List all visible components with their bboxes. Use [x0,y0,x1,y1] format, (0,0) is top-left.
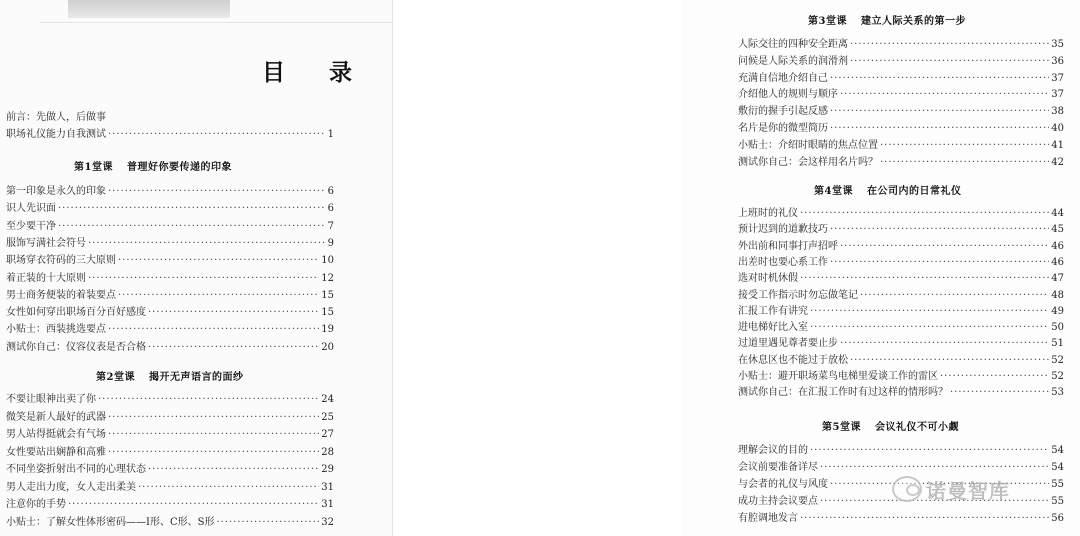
toc-entry-page: 50 [1051,322,1064,334]
toc-leader-dots [216,515,319,531]
toc-leader-dots [148,340,319,356]
toc-entry-page: 24 [321,394,334,405]
toc-entry [6,462,334,478]
toc-entry [738,288,1064,304]
toc-entry-page: 35 [1051,39,1064,50]
toc-leader-dots [830,71,1049,87]
toc-leader-dots [940,369,1049,385]
toc-entry [738,385,1064,401]
toc-entry-page: 19 [321,324,334,336]
toc-entry-page: 48 [1051,289,1064,301]
toc-leader-dots [840,239,1049,255]
toc-entry [6,236,334,252]
toc-entry-page: 54 [1051,462,1064,473]
toc-entry-page: 45 [1051,224,1064,236]
toc-entry-title: 成功主持会议要点 [738,496,818,507]
toc-leader-dots [108,410,319,426]
toc-entry [6,288,334,304]
toc-entry-page: 1 [327,129,334,140]
toc-entry [6,201,334,217]
toc-entry-title: 小贴士：介绍时眼睛的焦点位置 [738,139,878,151]
toc-entry [738,239,1064,255]
toc-entry-page: 42 [1051,156,1064,168]
toc-leader-dots [830,121,1049,137]
section-lesson-number: 第4堂课 [814,186,853,197]
toc-entry [6,427,334,443]
toc-entry [6,110,334,126]
toc-entry [738,87,1064,103]
toc-entry [738,320,1064,336]
toc-entry [738,304,1064,320]
toc-entry-title: 进电梯好比入室 [738,322,808,334]
toc-entry [6,445,334,461]
toc-entry-title: 女性要站出娴静和高雅 [6,446,106,458]
toc-entry-page: 15 [321,307,334,319]
toc-leader-dots [118,288,319,304]
toc-entry [738,369,1064,385]
toc-entry-title: 有腔调地发言 [738,513,798,524]
toc-entry-title: 第一印象是永久的印象 [6,186,106,197]
toc-entry [738,271,1064,287]
toc-entry [738,71,1064,87]
section-lesson-number: 第3堂课 [808,16,847,27]
toc-entry-page: 52 [1051,371,1064,382]
toc-entry-title: 在休息区也不能过于放松 [738,354,848,366]
toc-entry [738,336,1064,352]
left-page [0,0,392,536]
section-heading [814,182,961,197]
toc-entry-title: 接受工作指示时勿忘做笔记 [738,289,858,301]
toc-entry [738,222,1064,238]
toc-entry [6,305,334,321]
toc-entry [738,443,1064,459]
toc-entry-title: 至少要干净 [6,220,56,232]
toc-entry-title: 敷衍的握手引起反感 [738,106,828,118]
toc-entry [6,253,334,269]
toc-entry-page: 36 [1051,55,1064,67]
toc-entry-title: 人际交往的四种安全距离 [738,39,848,50]
toc-entry [6,515,334,531]
toc-entry-title: 注意你的手势 [6,499,66,510]
section-heading [74,158,232,173]
toc-leader-dots [148,462,319,478]
section-name: 会议礼仪不可小觑 [874,422,959,433]
toc-entry-title: 不要让眼神出卖了你 [6,394,96,405]
toc-entry [6,271,334,287]
toc-entry [738,255,1064,271]
toc-entry [6,340,334,356]
toc-entry-title: 上班时的礼仪 [738,208,798,219]
toc-entry-page: 25 [321,411,334,423]
toc-entry-title: 小贴士：了解女性体形密码——I形、C形、S形 [6,516,215,528]
toc-entry-title: 介绍他人的规则与顺序 [738,89,838,101]
toc-entry-title: 出差时也要心系工作 [738,256,828,268]
toc-entry-page: 37 [1051,89,1064,101]
toc-entry-page: 55 [1051,479,1064,490]
toc-entry [6,392,334,408]
toc-entry-title: 会议前要准备详尽 [738,462,818,473]
toc-entry-title: 微笑是新人最好的武器 [6,411,106,423]
section-lesson-number: 第5堂课 [822,422,861,433]
toc-entry-page: 55 [1051,496,1064,507]
toc-leader-dots [58,219,326,235]
toc-entry-page: 46 [1051,240,1064,252]
toc-entry-title: 过道里遇见尊者要止步 [738,338,838,350]
toc-entry [738,353,1064,369]
toc-entry-title: 识人先识面 [6,203,56,215]
toc-entry-title: 充满自信地介绍自己 [738,72,828,84]
toc-entry-page: 15 [321,289,334,301]
toc-leader-dots [880,155,1049,171]
toc-leader-dots [800,206,1049,222]
toc-leader-dots [800,271,1049,287]
toc-entry-title: 外出前和同事打声招呼 [738,240,838,252]
toc-entry-page: 28 [321,446,334,458]
right-page [682,0,1080,536]
toc-title: 目 录 [262,59,371,86]
toc-entry-page: 38 [1051,106,1064,118]
toc-entry [738,155,1064,171]
toc-entry [738,37,1064,53]
toc-entry-page: 31 [321,499,334,510]
toc-entry [738,206,1064,222]
toc-leader-dots [108,127,326,143]
toc-entry [738,54,1064,70]
toc-entry [738,104,1064,120]
toc-leader-dots [810,443,1049,459]
toc-leader-dots [118,253,319,269]
toc-entry-page: 49 [1051,305,1064,317]
section-name: 建立人际关系的第一步 [860,16,966,27]
toc-leader-dots [148,305,319,321]
toc-leader-dots [88,271,319,287]
toc-entry-page: 9 [327,237,334,249]
toc-entry-title: 测试你自己：会这样用名片吗？ [738,156,878,168]
toc-entry-page: 40 [1051,123,1064,134]
watermark [892,472,1072,506]
toc-leader-dots [800,511,1049,527]
toc-entry-page: 32 [321,516,334,528]
toc-leader-dots [108,445,319,461]
toc-entry-title: 选对时机休假 [738,273,798,285]
toc-entry [738,138,1064,154]
toc-entry-page: 56 [1051,513,1064,524]
toc-leader-dots [58,201,326,217]
toc-leader-dots [850,37,1049,53]
toc-entry-page: 10 [321,255,334,267]
toc-entry [6,480,334,496]
toc-entry-title: 小贴士：避开职场菜鸟电梯里爱谈工作的雷区 [738,371,938,382]
toc-leader-dots [108,427,319,443]
toc-entry-title: 男士商务便装的着装要点 [6,289,116,301]
toc-entry-page: 47 [1051,273,1064,285]
toc-leader-dots [830,255,1049,271]
toc-entry-page: 27 [321,429,334,440]
section-name: 普理好你要传递的印象 [126,162,232,173]
toc-entry-title: 预计迟到的道歉技巧 [738,224,828,236]
section-heading [96,368,243,383]
section-name: 揭开无声语言的面纱 [148,372,244,383]
section-heading [808,12,966,27]
right-toc-entries [682,0,1080,536]
toc-entry [6,322,334,338]
toc-entry-page: 7 [327,220,334,232]
toc-entry-page: 37 [1051,72,1064,84]
toc-entry-title: 服饰写满社会符号 [6,237,86,249]
toc-leader-dots [850,353,1049,369]
toc-entry-title: 不同坐姿折射出不同的心理状态 [6,464,146,475]
toc-entry-title: 着正装的十大原则 [6,272,86,284]
toc-entry-page: 51 [1051,338,1064,350]
toc-leader-dots [108,184,326,200]
toc-entry-title: 测试你自己：在汇报工作时有过这样的情形吗？ [738,387,948,399]
toc-entry-page: 12 [321,272,334,284]
toc-entry-page: 6 [327,203,334,215]
toc-entry-page: 44 [1051,208,1064,219]
toc-leader-dots [810,320,1049,336]
toc-entry-title: 与会者的礼仪与风度 [738,479,828,490]
toc-leader-dots [810,304,1049,320]
toc-entry-title: 测试你自己：仪容仪表是否合格 [6,341,146,353]
toc-entry-title: 男人站得挺就会有气场 [6,429,106,440]
toc-leader-dots [850,54,1049,70]
toc-entry-title: 男人走出力度，女人走出柔美 [6,481,136,493]
left-toc-entries [0,0,392,536]
toc-entry [738,511,1064,527]
toc-entry-page: 46 [1051,256,1064,268]
section-name: 在公司内的日常礼仪 [866,186,962,197]
toc-leader-dots [68,497,319,513]
toc-leader-dots [950,385,1049,401]
toc-leader-dots [830,104,1049,120]
watermark-text: 诺曼智库 [926,478,1010,503]
toc-entry-title: 女性如何穿出职场百分百好感度 [6,307,146,319]
toc-entry-page: 52 [1051,354,1064,366]
toc-entry-title: 问候是人际关系的润滑剂 [738,55,848,67]
toc-entry-title: 职场穿衣符码的三大原则 [6,255,116,267]
toc-entry [738,121,1064,137]
toc-entry-page: 41 [1051,139,1064,151]
section-heading [822,418,959,433]
toc-entry [6,127,334,143]
toc-entry-page: 29 [321,464,334,475]
toc-entry-title: 名片是你的微型简历 [738,123,828,134]
toc-entry-page: 54 [1051,445,1064,456]
toc-entry-title: 小贴士：西装挑选要点 [6,324,106,336]
toc-leader-dots [88,236,326,252]
toc-leader-dots [98,392,319,408]
blank-page [392,0,684,536]
toc-entry-page: 53 [1051,387,1064,399]
toc-entry-page: 31 [321,481,334,493]
toc-entry-title: 前言：先做人，后做事 [6,112,106,123]
toc-entry-page: 6 [327,186,334,197]
toc-entry [6,219,334,235]
toc-entry-title: 职场礼仪能力自我测试 [6,129,106,140]
toc-entry [6,410,334,426]
toc-leader-dots [840,336,1049,352]
toc-entry [6,497,334,513]
toc-entry-title: 汇报工作有讲究 [738,305,808,317]
wechat-icon [892,476,922,502]
toc-leader-dots [880,138,1049,154]
toc-leader-dots [830,222,1049,238]
section-lesson-number: 第1堂课 [74,162,113,173]
toc-entry-page: 20 [321,341,334,353]
toc-entry-title: 理解会议的目的 [738,445,808,456]
toc-entry [6,184,334,200]
toc-leader-dots [108,322,319,338]
toc-leader-dots [138,480,319,496]
section-lesson-number: 第2堂课 [96,372,135,383]
toc-leader-dots [860,288,1049,304]
toc-leader-dots [840,87,1049,103]
